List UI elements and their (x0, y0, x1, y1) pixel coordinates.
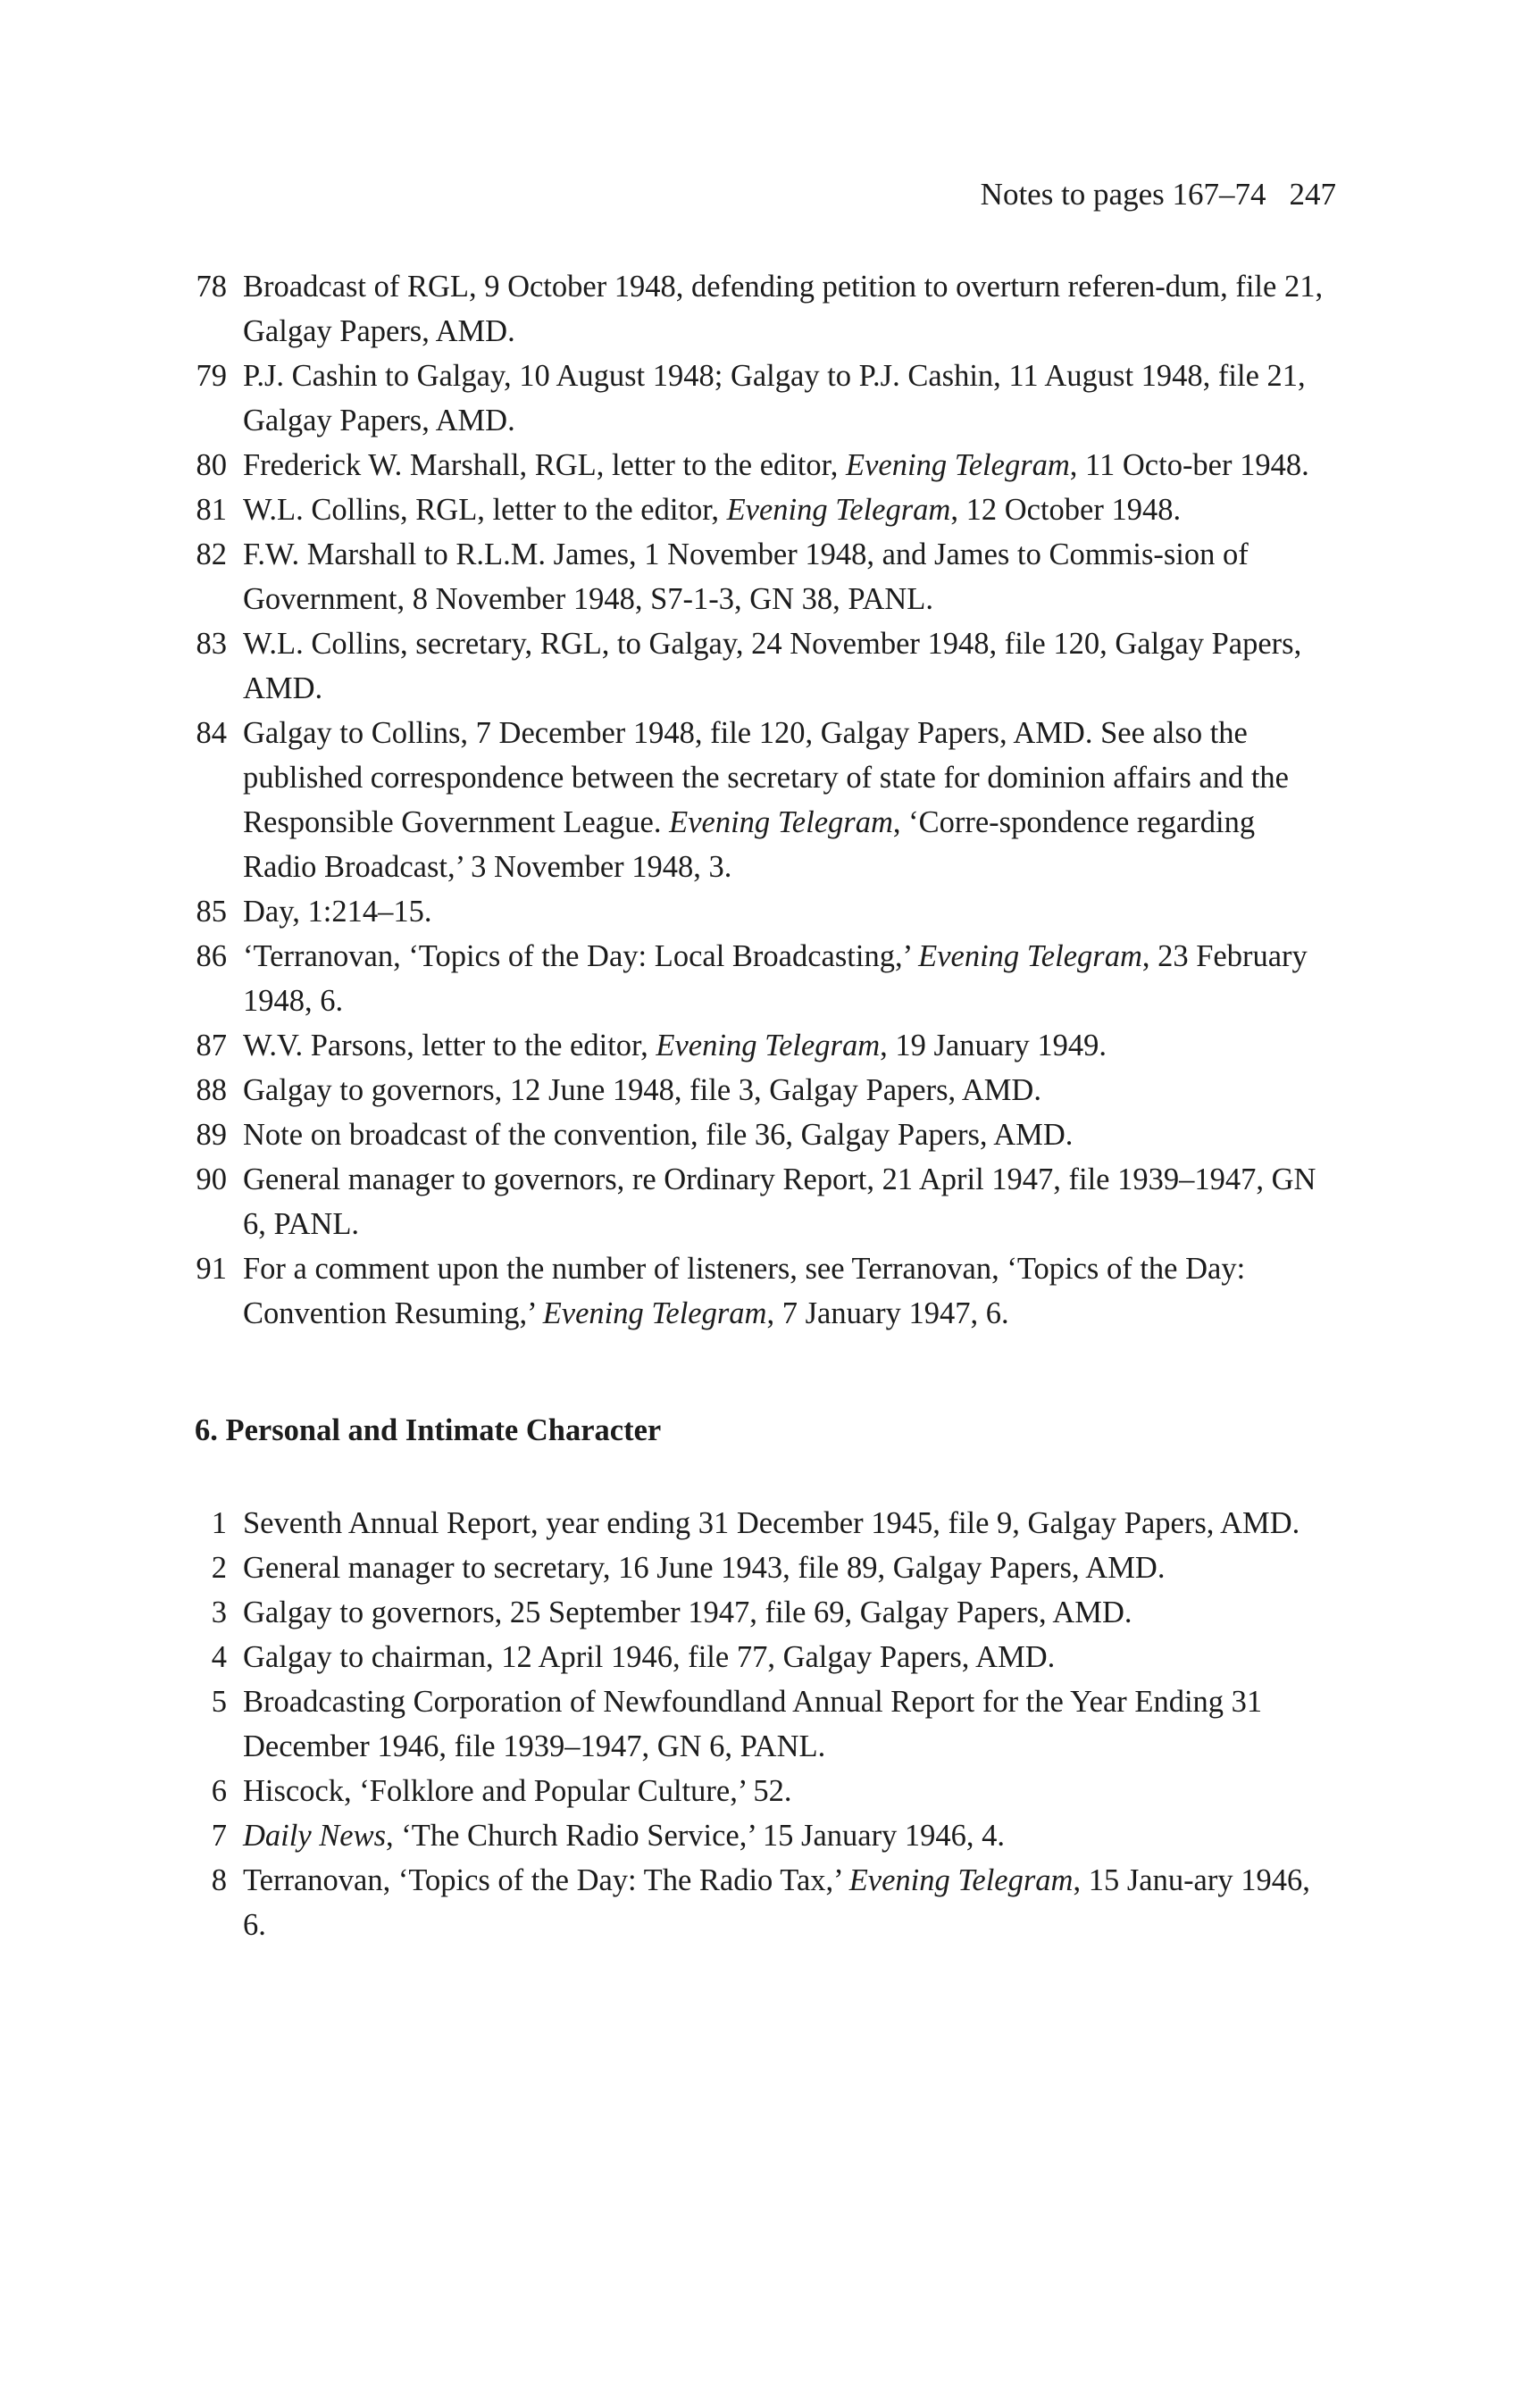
endnote-text: Hiscock, ‘Folklore and Popular Culture,’ 52. (243, 1774, 792, 1808)
endnote-item (179, 1635, 1336, 1679)
endnote-item (179, 621, 1336, 711)
endnote-text: General manager to secretary, 16 June 1943, file 89, Galgay Papers, AMD. (243, 1551, 1166, 1585)
endnote-item (179, 443, 1336, 487)
endnote-number: 85 (196, 895, 227, 929)
endnote-number: 8 (211, 1863, 227, 1897)
endnote-text: W.L. Collins, RGL, letter to the editor, Evening Telegram, 12 October 1948. (243, 493, 1182, 527)
endnote-item (179, 1546, 1336, 1590)
endnote-item (179, 1769, 1336, 1813)
endnote-number: 3 (211, 1596, 227, 1629)
endnote-number: 5 (211, 1685, 227, 1719)
endnote-item (179, 1112, 1336, 1157)
endnote-number: 89 (196, 1118, 227, 1152)
endnote-item (179, 354, 1336, 443)
endnote-text: ‘Terranovan, ‘Topics of the Day: Local Broadcasting,’ Evening Telegram, 23 February 1948, 6. (243, 939, 1308, 1018)
endnote-item (179, 1023, 1336, 1068)
endnote-number: 4 (211, 1640, 227, 1674)
endnote-text: Frederick W. Marshall, RGL, letter to the editor, Evening Telegram, 11 Octo-ber 1948. (243, 448, 1309, 482)
running-head-title: Notes to pages 167–74 (980, 177, 1266, 212)
endnote-item (179, 1858, 1336, 1947)
endnotes-list-part2 (179, 1501, 1336, 1947)
endnote-text: Terranovan, ‘Topics of the Day: The Radio Tax,’ Evening Telegram, 15 Janu-ary 1946, 6. (243, 1863, 1310, 1942)
endnote-text: W.V. Parsons, letter to the editor, Evening Telegram, 19 January 1949. (243, 1029, 1107, 1062)
endnote-number: 6 (211, 1774, 227, 1808)
endnote-text: For a comment upon the number of listeners, see Terranovan, ‘Topics of the Day: Convention Resuming,’ Evening Telegram, 7 January 1947, 6. (243, 1252, 1246, 1330)
endnote-number: 79 (196, 359, 227, 393)
endnote-item (179, 1157, 1336, 1246)
endnote-text: Day, 1:214–15. (243, 895, 432, 929)
endnote-number: 1 (211, 1506, 227, 1540)
endnotes-list-part1 (179, 264, 1336, 1336)
endnote-number: 81 (196, 493, 227, 527)
endnote-text: General manager to governors, re Ordinary Report, 21 April 1947, file 1939–1947, GN 6, PANL. (243, 1162, 1316, 1241)
endnote-number: 2 (211, 1551, 227, 1585)
endnote-number: 91 (196, 1252, 227, 1286)
section-heading: 6. Personal and Intimate Character (195, 1413, 662, 1447)
endnote-number: 87 (196, 1029, 227, 1062)
endnote-number: 86 (196, 939, 227, 973)
endnote-item (179, 889, 1336, 934)
endnote-text: Broadcasting Corporation of Newfoundland Annual Report for the Year Ending 31 December 1946, file 1939–1947, GN 6, PANL. (243, 1685, 1263, 1763)
endnote-item (179, 1246, 1336, 1336)
endnote-item (179, 1501, 1336, 1546)
endnote-item (179, 934, 1336, 1023)
endnote-item (179, 532, 1336, 621)
endnote-item (179, 711, 1336, 889)
endnote-item (179, 1813, 1336, 1858)
endnote-number: 82 (196, 537, 227, 571)
endnote-number: 7 (211, 1819, 227, 1853)
endnote-item (179, 264, 1336, 354)
endnote-number: 80 (196, 448, 227, 482)
endnote-text: Seventh Annual Report, year ending 31 December 1945, file 9, Galgay Papers, AMD. (243, 1506, 1300, 1540)
endnote-text: P.J. Cashin to Galgay, 10 August 1948; Galgay to P.J. Cashin, 11 August 1948, file 21, Galgay Papers, AMD. (243, 359, 1306, 437)
endnote-item (179, 1590, 1336, 1635)
endnote-text: Galgay to governors, 25 September 1947, file 69, Galgay Papers, AMD. (243, 1596, 1132, 1629)
endnote-text: Broadcast of RGL, 9 October 1948, defending petition to overturn referen-dum, file 21, Galgay Papers, AMD. (243, 270, 1324, 348)
endnote-number: 78 (196, 270, 227, 304)
endnote-item (179, 1068, 1336, 1112)
endnote-item (179, 1679, 1336, 1769)
endnote-number: 88 (196, 1073, 227, 1107)
running-head (981, 175, 1336, 214)
endnote-text: Galgay to governors, 12 June 1948, file 3, Galgay Papers, AMD. (243, 1073, 1041, 1107)
endnote-text: W.L. Collins, secretary, RGL, to Galgay, 24 November 1948, file 120, Galgay Papers, AMD. (243, 627, 1302, 705)
page-number: 247 (1289, 177, 1336, 212)
endnote-text: Note on broadcast of the convention, file 36, Galgay Papers, AMD. (243, 1118, 1074, 1152)
endnote-number: 83 (196, 627, 227, 661)
endnote-text: Galgay to chairman, 12 April 1946, file 77, Galgay Papers, AMD. (243, 1640, 1056, 1674)
endnote-number: 90 (196, 1162, 227, 1196)
endnote-number: 84 (196, 716, 227, 750)
endnote-text: Galgay to Collins, 7 December 1948, file 120, Galgay Papers, AMD. See also the published correspondence between the secretary of state for dominion affairs and the Responsible Government League. Evening Telegram, ‘Corre-spondence regarding Radio Broadcast,’ 3 November 1948, 3. (243, 716, 1289, 884)
endnote-text: F.W. Marshall to R.L.M. James, 1 November 1948, and James to Commis-sion of Government, 8 November 1948, S7-1-3, GN 38, PANL. (243, 537, 1249, 616)
endnote-item (179, 487, 1336, 532)
endnote-text: Daily News, ‘The Church Radio Service,’ 15 January 1946, 4. (243, 1819, 1006, 1853)
